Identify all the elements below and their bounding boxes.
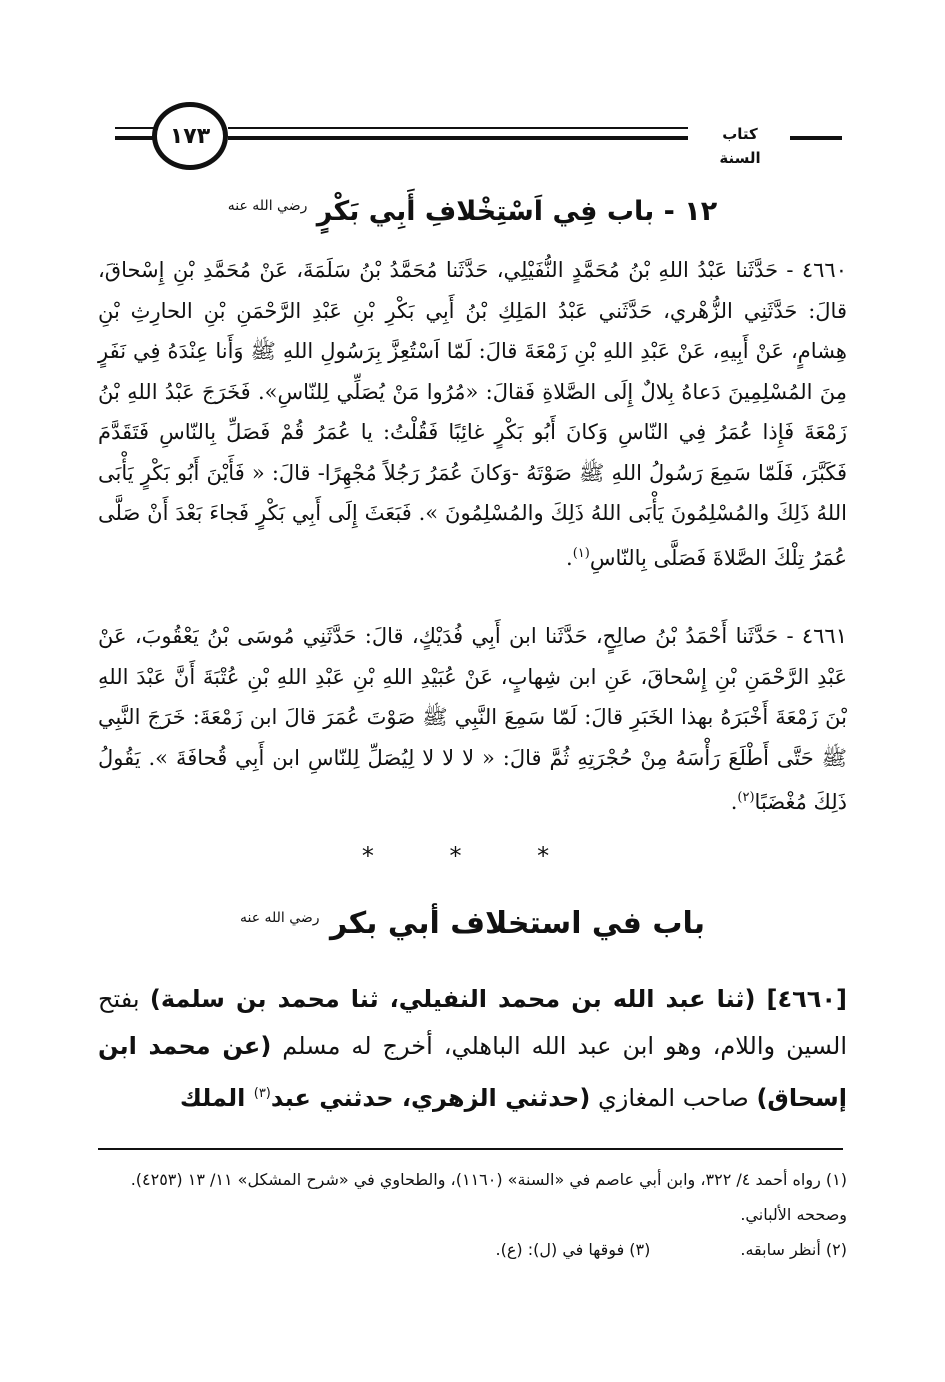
running-title: كتاب السنة — [719, 125, 761, 167]
footnotes — [98, 1162, 847, 1267]
hadith-4660-text: ٤٦٦٠ - حَدَّثَنا عَبْدُ اللهِ بْنُ مُحَمَّدٍ النُّفَيْلِي، حَدَّثَنا مُحَمَّدُ بْنُ سَلَمَةَ، عَنْ مُحَمَّدِ بْنِ إِسْحاقَ، قالَ: حَدَّثَنِي الزُّهْري، حَدَّثَني عَبْدُ المَلِكِ بْنُ أَبِي بَكْرِ بْنِ عَبْدِ الرَّحْمَنِ بْنِ الحارِثِ بْنِ هِشامٍ، عَنْ أَبِيهِ، عَنْ عَبْدِ اللهِ بْنِ زَمْعَةَ قالَ: لَمّا اَسْتُعِزَّ بِرَسُولِ اللهِ ﷺ وَأَنا عِنْدَهُ فِي نَفَرٍ مِنَ المُسْلِمِينَ دَعاهُ بِلالٌ إِلَى الصَّلاةِ فَقالَ: «مُرُوا مَنْ يُصَلِّي لِلنّاسِ». فَخَرَجَ عَبْدُ اللهِ بْنُ زَمْعَةَ فَإِذا عُمَرُ فِي النّاسِ وَكانَ أَبُو بَكْرٍ غائِبًا فَقُلْتُ: يا عُمَرُ قُمْ فَصَلِّ بِالنّاسِ فَتَقَدَّمَ فَكَبَّرَ، فَلَمّا سَمِعَ رَسُولُ اللهِ ﷺ صَوْتَهُ -وَكانَ عُمَرُ رَجُلاً مُجْهِرًا- قالَ: « فَأَيْنَ أَبُو بَكْرٍ يَأْبَى اللهُ ذَلِكَ والمُسْلِمُونَ يَأْبَى اللهُ ذَلِكَ والمُسْلِمُونَ ». فَبَعَثَ إِلَى أَبِي بَكْرٍ فَجاءَ بَعْدَ أَنْ صَلَّى عُمَرُ تِلْكَ الصَّلاةَ فَصَلَّى بِالنّاسِ — [98, 258, 847, 570]
footnote-1: (١) رواه أحمد ٤/ ٣٢٢، وابن أبي عاصم في «السنة» (١١٦٠)، والطحاوي في «شرح المشكل» ١١/ ١٣ (٤٢٥٣). وصححه الألباني. — [130, 1170, 847, 1224]
footnote-2: (٢) أنظر سابقه. — [740, 1240, 847, 1259]
footnote-mark-1: (١) — [572, 545, 590, 561]
commentary-title-text: باب في استخلاف أبي بكر — [330, 906, 706, 941]
commentary-bold-4: الملك — [179, 1084, 254, 1112]
hadith-4661 — [98, 616, 847, 823]
chapter-title — [98, 196, 847, 227]
section-separator: * * * — [361, 842, 584, 870]
header-rule-right-thin — [228, 127, 688, 129]
hadith-4661-text: ٤٦٦١ - حَدَّثَنا أَحْمَدُ بْنُ صالِحٍ، حَدَّثَنا ابن أَبِي فُدَيْكٍ، قالَ: حَدَّثَنِي مُوسَى بْنُ يَعْقُوبَ، عَنْ عَبْدِ الرَّحْمَنِ بْنِ إِسْحاقَ، عَنِ ابن شِهابٍ، عَنْ عُبَيْدِ اللهِ بْنِ عَبْدِ اللهِ بْنِ عُتْبَةَ أَنَّ عَبْدَ اللهِ بْنَ زَمْعَةَ أَخْبَرَهُ بهذا الخَبَرِ قالَ: لَمّا سَمِعَ النَّبِي ﷺ صَوْتَ عُمَرَ قالَ ابن زَمْعَةَ: خَرَجَ النَّبِي ﷺ حَتَّى أَطْلَعَ رَأْسَهُ مِنْ حُجْرَتِهِ ثُمَّ قالَ: « لا لا لا لِيُصَلِّ لِلنّاسِ ابن أَبِي قُحافَةَ ». يَقُولُ ذَلِكَ مُغْضَبًا — [98, 624, 847, 814]
page-header — [0, 100, 945, 180]
hadith-4660-end: . — [566, 545, 573, 570]
commentary-title — [98, 906, 847, 941]
footnote-mark-3: (٣) — [253, 1086, 271, 1101]
commentary-bold-1: [٤٦٦٠] (ثنا عبد الله بن محمد النفيلي، ثنا محمد بن سلمة) — [149, 985, 847, 1013]
footnote-3: (٣) فوقها في (ل): (ع). — [495, 1240, 651, 1259]
hadith-4661-end: . — [730, 790, 738, 814]
footnote-row — [98, 1232, 847, 1267]
header-rule-left-thin — [115, 127, 155, 129]
commentary-bold-3: (حدثني الزهري، حدثني عبد — [270, 1084, 591, 1112]
chapter-title-text: ١٢ - باب فِي اَسْتِخْلافِ أَبِي بَكْرٍ — [316, 196, 718, 227]
header-rule-right-thick — [228, 136, 688, 140]
footnote-rule — [98, 1148, 843, 1150]
header-rule-left-thick — [115, 136, 155, 140]
commentary-honorific: رضي الله عنه — [239, 910, 320, 926]
header-rule-far-right — [790, 136, 842, 140]
commentary-text — [98, 976, 847, 1122]
commentary-bold-2: (عن محمد ابن إسحاق) — [98, 1032, 847, 1112]
hadith-4660 — [98, 250, 847, 578]
chapter-honorific: رضي الله عنه — [227, 198, 308, 214]
commentary-plain-1: بفتح السين واللام، وهو ابن عبد الله الباهلي، أخرج له مسلم — [98, 985, 847, 1060]
footnote-mark-2: (٢) — [737, 790, 755, 805]
commentary-plain-2: صاحب المغازي — [590, 1084, 757, 1112]
page-number: ١٧٣ — [152, 102, 228, 170]
